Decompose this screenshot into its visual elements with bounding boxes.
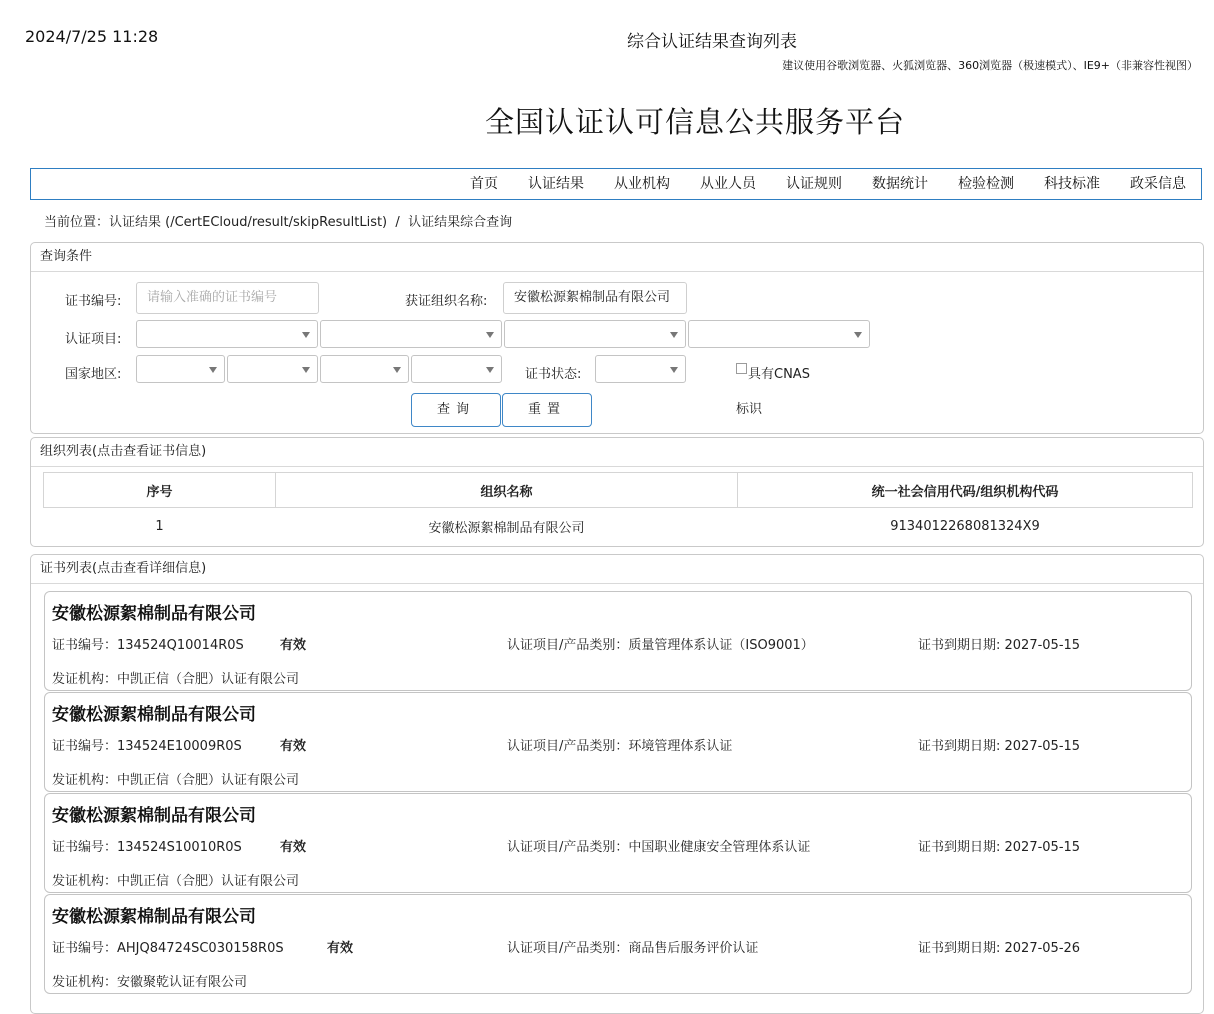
breadcrumb-link[interactable]: 认证结果 (/CertECloud/result/skipResultList)	[109, 215, 388, 230]
expiry-prefix: 证书到期日期:	[918, 941, 1005, 956]
project-value: 环境管理体系认证	[628, 739, 733, 754]
expiry-value: 2027-05-26	[1004, 941, 1081, 956]
nav-personnel[interactable]: 从业人员	[700, 176, 756, 192]
status-badge: 有效	[280, 840, 307, 855]
print-date: 2024/7/25 11:28	[25, 27, 159, 46]
cert-no-input[interactable]: 请输入准确的证书编号	[136, 282, 319, 314]
issuer-prefix: 发证机构：	[52, 773, 118, 788]
nav-testing[interactable]: 检验检测	[958, 176, 1014, 192]
region-label: 国家地区:	[65, 367, 122, 382]
issuer-prefix: 发证机构：	[52, 874, 118, 889]
org-list-title: 组织列表(点击查看证书信息)	[31, 438, 1203, 467]
cert-project	[507, 937, 758, 956]
breadcrumb-separator: /	[395, 215, 400, 230]
status-select[interactable]	[595, 355, 686, 383]
cert-expiry	[918, 634, 1080, 653]
expiry-prefix: 证书到期日期:	[918, 739, 1005, 754]
cert-issuer	[52, 668, 299, 687]
cert-no-value: 134524Q10014R0S	[117, 638, 244, 653]
project-prefix: 认证项目/产品类别：	[507, 739, 629, 754]
expiry-value: 2027-05-15	[1004, 739, 1081, 754]
cert-no-prefix: 证书编号：	[52, 941, 118, 956]
issuer-prefix: 发证机构：	[52, 975, 118, 990]
row-org-name[interactable]: 安徽松源絮棉制品有限公司	[428, 520, 585, 536]
cert-project	[507, 836, 810, 855]
cert-issuer	[52, 971, 247, 990]
cert-card[interactable]	[44, 894, 1192, 994]
chevron-down-icon	[854, 332, 862, 338]
issuer-value: 中凯正信（合肥）认证有限公司	[117, 874, 300, 889]
site-title: 全国认证认可信息公共服务平台	[484, 105, 905, 139]
nav-cert-results[interactable]: 认证结果	[528, 176, 584, 192]
cert-no-label: 证书编号:	[65, 294, 122, 309]
project-label: 认证项目:	[65, 332, 122, 347]
cert-expiry	[918, 937, 1080, 956]
expiry-prefix: 证书到期日期:	[918, 840, 1005, 855]
breadcrumb-current: 认证结果综合查询	[408, 215, 513, 230]
cert-number	[52, 735, 242, 754]
cert-no-value: 134524E10009R0S	[117, 739, 242, 754]
project-prefix: 认证项目/产品类别：	[507, 638, 629, 653]
cert-card[interactable]	[44, 591, 1192, 691]
status-label: 证书状态:	[525, 367, 582, 382]
project-value: 商品售后服务评价认证	[628, 941, 759, 956]
cert-list-panel	[30, 554, 1204, 1014]
project-select-3[interactable]	[504, 320, 686, 348]
nav-institutions[interactable]: 从业机构	[614, 176, 670, 192]
cert-org-name: 安徽松源絮棉制品有限公司	[52, 907, 256, 927]
project-select-2[interactable]	[320, 320, 502, 348]
issuer-value: 中凯正信（合肥）认证有限公司	[117, 672, 300, 687]
chevron-down-icon	[486, 367, 494, 373]
cert-no-prefix: 证书编号：	[52, 840, 118, 855]
reset-button[interactable]: 重置	[502, 393, 592, 427]
row-credit-code: 9134012268081324X9	[890, 518, 1040, 534]
issuer-value: 中凯正信（合肥）认证有限公司	[117, 773, 300, 788]
org-name-label: 获证组织名称:	[405, 294, 488, 309]
nav-tech-standards[interactable]: 科技标准	[1044, 176, 1100, 192]
chevron-down-icon	[670, 367, 678, 373]
search-button[interactable]: 查询	[411, 393, 501, 427]
browser-tip: 建议使用谷歌浏览器、火狐浏览器、360浏览器（极速模式）、IE9+（非兼容性视图）	[782, 59, 1198, 72]
chevron-down-icon	[393, 367, 401, 373]
cert-no-value: AHJQ84724SC030158R0S	[117, 941, 284, 956]
col-org-name: 组织名称	[276, 473, 738, 508]
chevron-down-icon	[486, 332, 494, 338]
region-select-4[interactable]	[411, 355, 502, 383]
org-table	[43, 472, 1193, 544]
nav-procurement[interactable]: 政采信息	[1130, 176, 1186, 192]
status-badge: 有效	[280, 739, 307, 754]
cert-org-name: 安徽松源絮棉制品有限公司	[52, 604, 256, 624]
cert-no-prefix: 证书编号：	[52, 638, 118, 653]
row-index: 1	[155, 518, 164, 534]
cnas-label: 具有CNAS	[748, 367, 810, 382]
cert-card[interactable]	[44, 793, 1192, 893]
query-panel	[30, 242, 1204, 434]
col-credit-code: 统一社会信用代码/组织机构代码	[738, 473, 1193, 508]
cert-org-name: 安徽松源絮棉制品有限公司	[52, 806, 256, 826]
cnas-label-line2: 标识	[736, 402, 763, 417]
cert-number	[52, 937, 284, 956]
cert-expiry	[918, 735, 1080, 754]
main-navbar	[30, 168, 1202, 200]
cert-list-title: 证书列表(点击查看详细信息)	[31, 555, 1203, 584]
cert-project	[507, 634, 814, 653]
cert-project	[507, 735, 732, 754]
issuer-value: 安徽聚乾认证有限公司	[117, 975, 248, 990]
cert-issuer	[52, 769, 299, 788]
cert-expiry	[918, 836, 1080, 855]
status-badge: 有效	[280, 638, 307, 653]
region-select-3[interactable]	[320, 355, 409, 383]
print-title: 综合认证结果查询列表	[627, 32, 797, 52]
nav-cert-rules[interactable]: 认证规则	[786, 176, 842, 192]
project-select-4[interactable]	[688, 320, 870, 348]
cert-number	[52, 634, 244, 653]
cert-no-value: 134524S10010R0S	[117, 840, 242, 855]
expiry-prefix: 证书到期日期:	[918, 638, 1005, 653]
chevron-down-icon	[670, 332, 678, 338]
cnas-checkbox[interactable]	[736, 363, 747, 374]
table-row[interactable]	[44, 508, 1193, 545]
col-index: 序号	[44, 473, 276, 508]
status-badge: 有效	[327, 941, 354, 956]
cert-issuer	[52, 870, 299, 889]
issuer-prefix: 发证机构：	[52, 672, 118, 687]
breadcrumb	[44, 211, 512, 230]
expiry-value: 2027-05-15	[1004, 840, 1081, 855]
project-prefix: 认证项目/产品类别：	[507, 840, 629, 855]
nav-statistics[interactable]: 数据统计	[872, 176, 928, 192]
breadcrumb-prefix: 当前位置：	[44, 215, 110, 230]
cert-card[interactable]	[44, 692, 1192, 792]
org-list-panel	[30, 437, 1204, 547]
org-name-input[interactable]: 安徽松源絮棉制品有限公司	[503, 282, 687, 314]
nav-home[interactable]: 首页	[470, 176, 498, 192]
region-select-1[interactable]	[136, 355, 225, 383]
chevron-down-icon	[302, 332, 310, 338]
project-value: 中国职业健康安全管理体系认证	[628, 840, 811, 855]
project-value: 质量管理体系认证（ISO9001）	[628, 638, 814, 653]
region-select-2[interactable]	[227, 355, 318, 383]
chevron-down-icon	[302, 367, 310, 373]
project-prefix: 认证项目/产品类别：	[507, 941, 629, 956]
project-select-1[interactable]	[136, 320, 318, 348]
query-panel-title: 查询条件	[31, 243, 1203, 272]
cert-number	[52, 836, 242, 855]
cert-no-prefix: 证书编号：	[52, 739, 118, 754]
chevron-down-icon	[209, 367, 217, 373]
expiry-value: 2027-05-15	[1004, 638, 1081, 653]
cert-org-name: 安徽松源絮棉制品有限公司	[52, 705, 256, 725]
